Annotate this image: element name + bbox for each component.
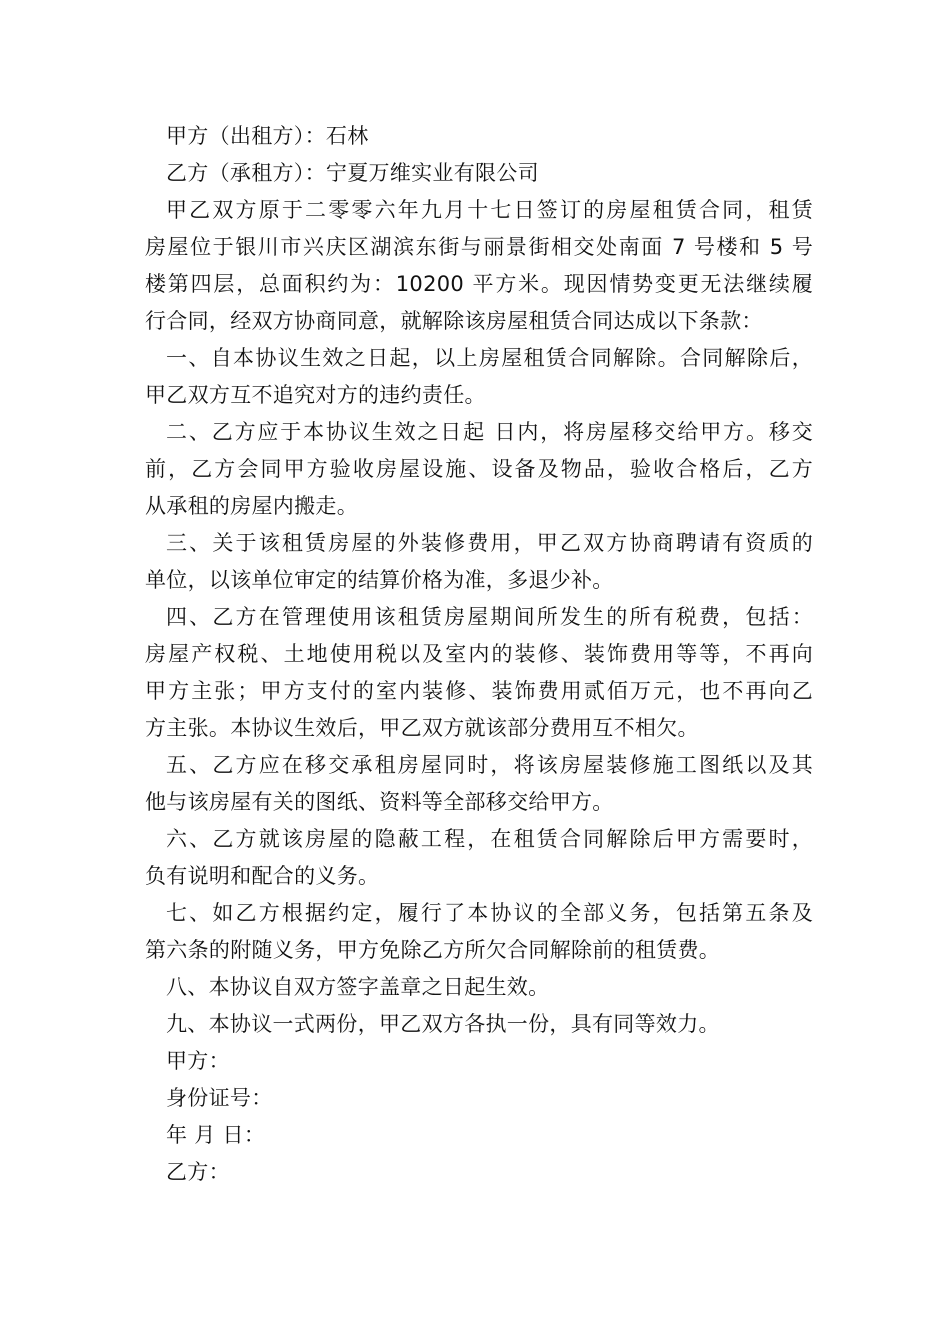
doc-line: 九、本协议一式两份，甲乙双方各执一份，具有同等效力。 xyxy=(166,1012,720,1036)
doc-line: 楼第四层，总面积约为：10200 平方米。现因情势变更无法继续履 xyxy=(145,272,813,296)
doc-line: 房屋位于银川市兴庆区湖滨东街与丽景街相交处南面 7 号楼和 5 号 xyxy=(145,235,813,259)
id-number-label: 身份证号： xyxy=(166,1086,273,1110)
doc-line: 单位，以该单位审定的结算价格为准，多退少补。 xyxy=(145,568,614,592)
doc-line: 负有说明和配合的义务。 xyxy=(145,864,380,888)
doc-line: 二、乙方应于本协议生效之日起 日内，将房屋移交给甲方。移交 xyxy=(166,420,813,444)
doc-line: 方主张。本协议生效后，甲乙双方就该部分费用互不相欠。 xyxy=(145,716,699,740)
doc-line: 甲乙双方原于二零零六年九月十七日签订的房屋租赁合同，租赁 xyxy=(166,198,813,222)
doc-line: 甲方（出租方）：石林 xyxy=(166,124,369,148)
doc-line: 乙方（承租方）：宁夏万维实业有限公司 xyxy=(166,161,539,185)
signature-label-party-b: 乙方： xyxy=(166,1160,230,1184)
doc-line: 八、本协议自双方签字盖章之日起生效。 xyxy=(166,975,550,999)
doc-line: 行合同，经双方协商同意，就解除该房屋租赁合同达成以下条款： xyxy=(145,309,763,333)
doc-line: 甲乙双方互不追究对方的违约责任。 xyxy=(145,383,486,407)
doc-line: 他与该房屋有关的图纸、资料等全部移交给甲方。 xyxy=(145,790,614,814)
doc-line: 前，乙方会同甲方验收房屋设施、设备及物品，验收合格后，乙方 xyxy=(145,457,813,481)
doc-line: 一、自本协议生效之日起，以上房屋租赁合同解除。合同解除后， xyxy=(166,346,813,370)
doc-line: 六、乙方就该房屋的隐蔽工程，在租赁合同解除后甲方需要时， xyxy=(166,827,813,851)
signature-label-party-a: 甲方： xyxy=(166,1049,230,1073)
doc-line: 从承租的房屋内搬走。 xyxy=(145,494,358,518)
date-label: 年 月 日： xyxy=(166,1123,266,1147)
doc-line: 三、关于该租赁房屋的外装修费用，甲乙双方协商聘请有资质的 xyxy=(166,531,813,555)
doc-line: 四、乙方在管理使用该租赁房屋期间所发生的所有税费，包括： xyxy=(166,605,813,629)
doc-line: 五、乙方应在移交承租房屋同时，将该房屋装修施工图纸以及其 xyxy=(166,753,813,777)
doc-line: 房屋产权税、土地使用税以及室内的装修、装饰费用等等，不再向 xyxy=(145,642,813,666)
doc-line: 第六条的附随义务，甲方免除乙方所欠合同解除前的租赁费。 xyxy=(145,938,721,962)
doc-line: 甲方主张；甲方支付的室内装修、装饰费用贰佰万元，也不再向乙 xyxy=(145,679,813,703)
document-page xyxy=(145,118,813,1191)
doc-line: 七、如乙方根据约定，履行了本协议的全部义务，包括第五条及 xyxy=(166,901,813,925)
